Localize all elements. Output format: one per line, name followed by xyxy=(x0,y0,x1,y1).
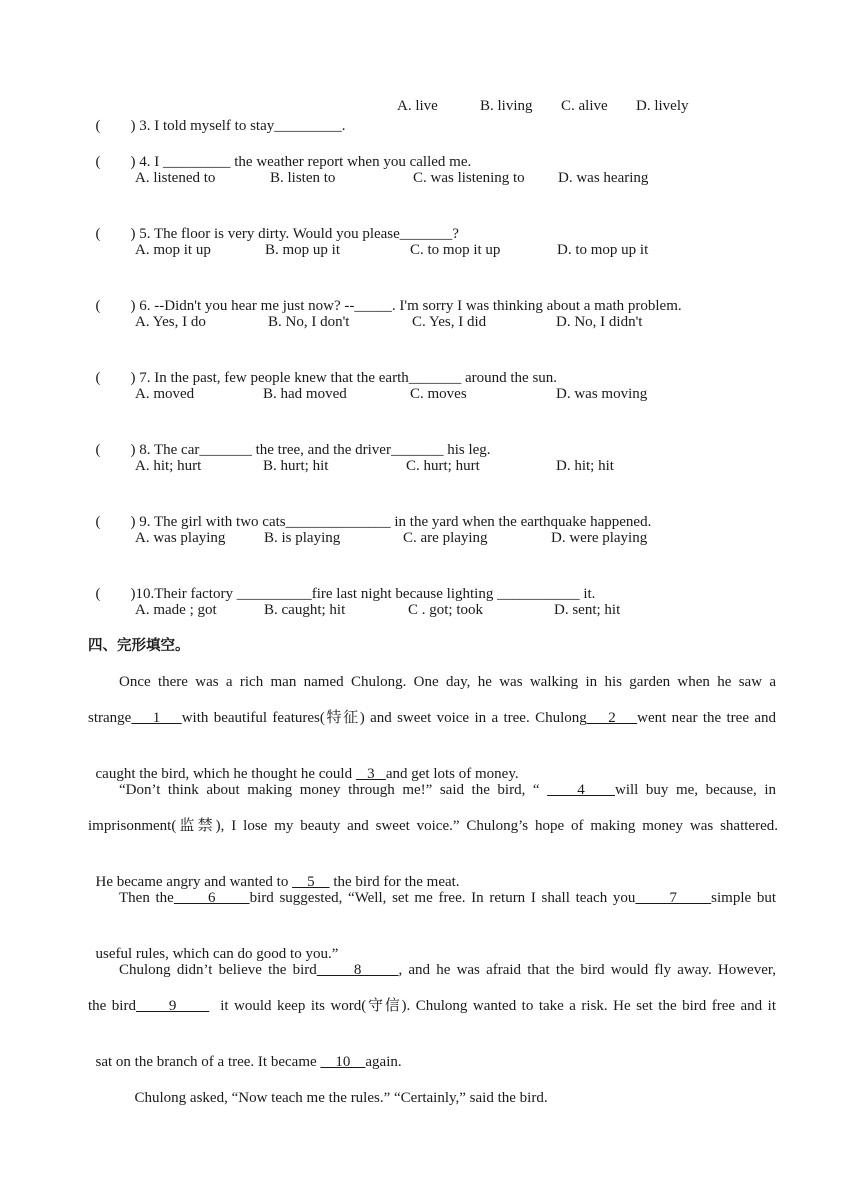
question-stem: 8. The car_______ the tree, and the driver_______ his leg. xyxy=(139,442,491,458)
passage-line: caught the bird, which he thought he could 3 and get lots of money. xyxy=(95,766,519,782)
answer-paren[interactable]: ( ) xyxy=(95,586,136,602)
option-c[interactable]: C. was listening to xyxy=(413,170,525,186)
option-a[interactable]: A. mop it up xyxy=(135,242,211,258)
question-6 xyxy=(88,276,682,316)
question-stem: 4. I _________ the weather report when you called me. xyxy=(139,154,472,170)
blank-2[interactable]: 2 xyxy=(586,710,638,726)
blank-3[interactable]: 3 xyxy=(355,766,386,782)
passage-line: Chulong asked, “Now teach me the rules.” “Certainly,” said the bird. xyxy=(134,1090,548,1106)
option-b[interactable]: B. listen to xyxy=(270,170,336,186)
blank-7[interactable]: 7 xyxy=(635,890,712,906)
option-b[interactable]: B. had moved xyxy=(263,386,347,402)
option-d[interactable]: D. sent; hit xyxy=(554,602,621,618)
option-d[interactable]: D. were playing xyxy=(551,530,648,546)
option-d[interactable]: D. No, I didn't xyxy=(556,314,643,330)
question-3 xyxy=(88,96,346,136)
passage-line: Once there was a rich man named Chulong. One day, he was walking in his garden when he saw a xyxy=(119,674,776,690)
option-a[interactable]: A. made ; got xyxy=(135,602,217,618)
passage-line: “Don’t think about making money through me!” said the bird, “ 4 will buy me, because, in xyxy=(119,782,777,798)
passage-line: He became angry and wanted to 5 the bird for the meat. xyxy=(95,874,460,890)
answer-paren[interactable]: ( ) xyxy=(95,298,136,314)
option-d[interactable]: D. was hearing xyxy=(558,170,649,186)
option-c[interactable]: C. are playing xyxy=(403,530,488,546)
option-a[interactable]: A. was playing xyxy=(135,530,226,546)
option-b[interactable]: B. is playing xyxy=(264,530,341,546)
passage-line: imprisonment(监禁), I lose my beauty and sweet voice.” Chulong’s hope of making money was shattered. xyxy=(88,818,778,834)
option-a[interactable]: A. listened to xyxy=(135,170,216,186)
question-10 xyxy=(88,564,595,604)
option-b[interactable]: B. No, I don't xyxy=(268,314,350,330)
option-d[interactable]: D. to mop up it xyxy=(557,242,649,258)
blank-8[interactable]: 8 xyxy=(316,962,399,978)
question-8 xyxy=(88,420,491,460)
question-7 xyxy=(88,348,557,388)
blank-4[interactable]: 4 xyxy=(547,782,616,798)
answer-paren[interactable]: ( ) xyxy=(95,226,136,242)
option-a[interactable]: A. hit; hurt xyxy=(135,458,202,474)
blank-6[interactable]: 6 xyxy=(173,890,250,906)
answer-paren[interactable]: ( ) xyxy=(95,154,136,170)
question-stem: 3. I told myself to stay_________. xyxy=(139,118,346,134)
option-b[interactable]: B. hurt; hit xyxy=(263,458,329,474)
question-stem: 5. The floor is very dirty. Would you please_______? xyxy=(139,226,459,242)
section-title: 四、完形填空。 xyxy=(88,638,190,654)
option-c[interactable]: C. to mop it up xyxy=(410,242,501,258)
blank-1[interactable]: 1 xyxy=(131,710,182,726)
option-c[interactable]: C . got; took xyxy=(408,602,484,618)
blank-10[interactable]: 10 xyxy=(320,1054,366,1070)
question-stem: 9. The girl with two cats______________ in the yard when the earthquake happened. xyxy=(139,514,652,530)
answer-paren[interactable]: ( ) xyxy=(95,514,136,530)
passage-line: Then the 6 bird suggested, “Well, set me free. In return I shall teach you 7 simple but xyxy=(119,890,777,906)
option-a[interactable]: A. moved xyxy=(135,386,195,402)
passage-line: useful rules, which can do good to you.” xyxy=(95,946,339,962)
option-c[interactable]: C. Yes, I did xyxy=(412,314,487,330)
blank-9[interactable]: 9 xyxy=(135,998,210,1014)
answer-paren[interactable]: ( ) xyxy=(95,118,136,134)
answer-paren[interactable]: ( ) xyxy=(95,370,136,386)
option-c[interactable]: C. moves xyxy=(410,386,467,402)
answer-paren[interactable]: ( ) xyxy=(95,442,136,458)
option-d[interactable]: D. hit; hit xyxy=(556,458,614,474)
passage-line: strange 1 with beautiful features(特征) and sweet voice in a tree. Chulong 2 went near the tree and xyxy=(88,710,777,726)
option-b[interactable]: B. living xyxy=(480,98,533,114)
question-stem: 10.Their factory __________fire last night because lighting ___________ it. xyxy=(135,586,596,602)
option-b[interactable]: B. mop up it xyxy=(265,242,341,258)
question-9 xyxy=(88,492,651,532)
passage-line: Chulong didn’t believe the bird 8 , and he was afraid that the bird would fly away. However, xyxy=(119,962,777,978)
option-b[interactable]: B. caught; hit xyxy=(264,602,346,618)
passage-line: the bird 9 it would keep its word(守信). Chulong wanted to take a risk. He set the bird free and it xyxy=(88,998,776,1014)
blank-5[interactable]: 5 xyxy=(292,874,330,890)
question-stem: 6. --Didn't you hear me just now? --_____. I'm sorry I was thinking about a math problem. xyxy=(139,298,682,314)
passage-line: sat on the branch of a tree. It became 10 again. xyxy=(95,1054,402,1070)
option-c[interactable]: C. hurt; hurt xyxy=(406,458,480,474)
option-a[interactable]: A. Yes, I do xyxy=(135,314,206,330)
option-d[interactable]: D. was moving xyxy=(556,386,648,402)
option-c[interactable]: C. alive xyxy=(561,98,608,114)
option-a[interactable]: A. live xyxy=(397,98,438,114)
question-stem: 7. In the past, few people knew that the earth_______ around the sun. xyxy=(139,370,558,386)
option-d[interactable]: D. lively xyxy=(636,98,689,114)
question-5 xyxy=(88,204,459,244)
question-4 xyxy=(88,132,471,172)
